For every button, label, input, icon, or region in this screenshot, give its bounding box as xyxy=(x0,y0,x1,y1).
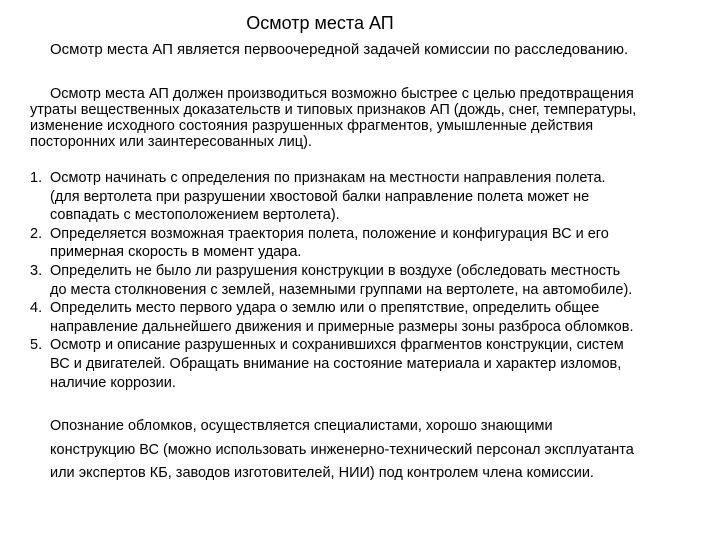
paragraph-line: Осмотр места АП должен производиться возможно быстрее с целью предотвращения xyxy=(50,86,634,102)
list-item-number: 4. xyxy=(30,300,43,317)
list-item xyxy=(30,336,710,392)
list-item-line: направление дальнейшего движения и примерные размеры зоны разброса обломков. xyxy=(50,318,634,335)
main-paragraph xyxy=(30,86,710,150)
inspection-steps-list xyxy=(30,169,710,392)
closing-paragraph xyxy=(50,415,710,486)
list-item-number: 3. xyxy=(30,262,43,279)
list-item-line: примерная скорость в момент удара. xyxy=(50,244,302,261)
list-item-number: 1. xyxy=(30,170,43,186)
list-item-line: (для вертолета при разрушении хвостовой балки направление полета может не xyxy=(50,188,590,205)
intro-text: Осмотр места АП является первоочередной задачей комиссии по расследованию. xyxy=(50,41,629,58)
closing-line: конструкцию ВС (можно использовать инженерно-технический персонал эксплуатанта xyxy=(50,441,634,458)
closing-line: или экспертов КБ, заводов изготовителей, НИИ) под контролем члена комиссии. xyxy=(50,465,594,481)
list-item-line: до места столкновения с землей, наземными группами на вертолете, на автомобиле). xyxy=(50,281,633,298)
slide-title: Осмотр места АП xyxy=(246,13,394,33)
list-item-line: наличие коррозии. xyxy=(50,374,176,391)
list-item-line: совпадать с местоположением вертолета). xyxy=(50,207,340,224)
list-item xyxy=(30,225,710,262)
list-item-line: Осмотр начинать с определения по признакам на местности направления полета. xyxy=(50,170,606,186)
list-item-line: Определить не было ли разрушения конструкции в воздухе (обследовать местность xyxy=(50,262,621,279)
paragraph-line: посторонних или заинтересованных лиц). xyxy=(30,134,312,150)
list-item-number: 5. xyxy=(30,337,43,354)
list-item xyxy=(30,299,710,336)
paragraph-line: утраты вещественных доказательств и типовых признаков АП (дождь, снег, температуры, xyxy=(30,102,637,118)
list-item-number: 2. xyxy=(30,225,43,242)
list-item-line: ВС и двигателей. Обращать внимание на состояние материала и характер изломов, xyxy=(50,355,622,372)
list-item-line: Осмотр и описание разрушенных и сохранившихся фрагментов конструкции, систем xyxy=(50,337,624,354)
closing-line: Опознание обломков, осуществляется специалистами, хорошо знающими xyxy=(50,418,553,434)
list-item-line: Определяется возможная траектория полета, положение и конфигурация ВС и его xyxy=(50,225,609,242)
list-item-line: Определить место первого удара о землю или о препятствие, определить общее xyxy=(50,300,600,317)
paragraph-line: изменение исходного состояния разрушенных фрагментов, умышленные действия xyxy=(30,118,594,134)
list-item xyxy=(30,262,710,299)
list-item xyxy=(30,169,710,225)
